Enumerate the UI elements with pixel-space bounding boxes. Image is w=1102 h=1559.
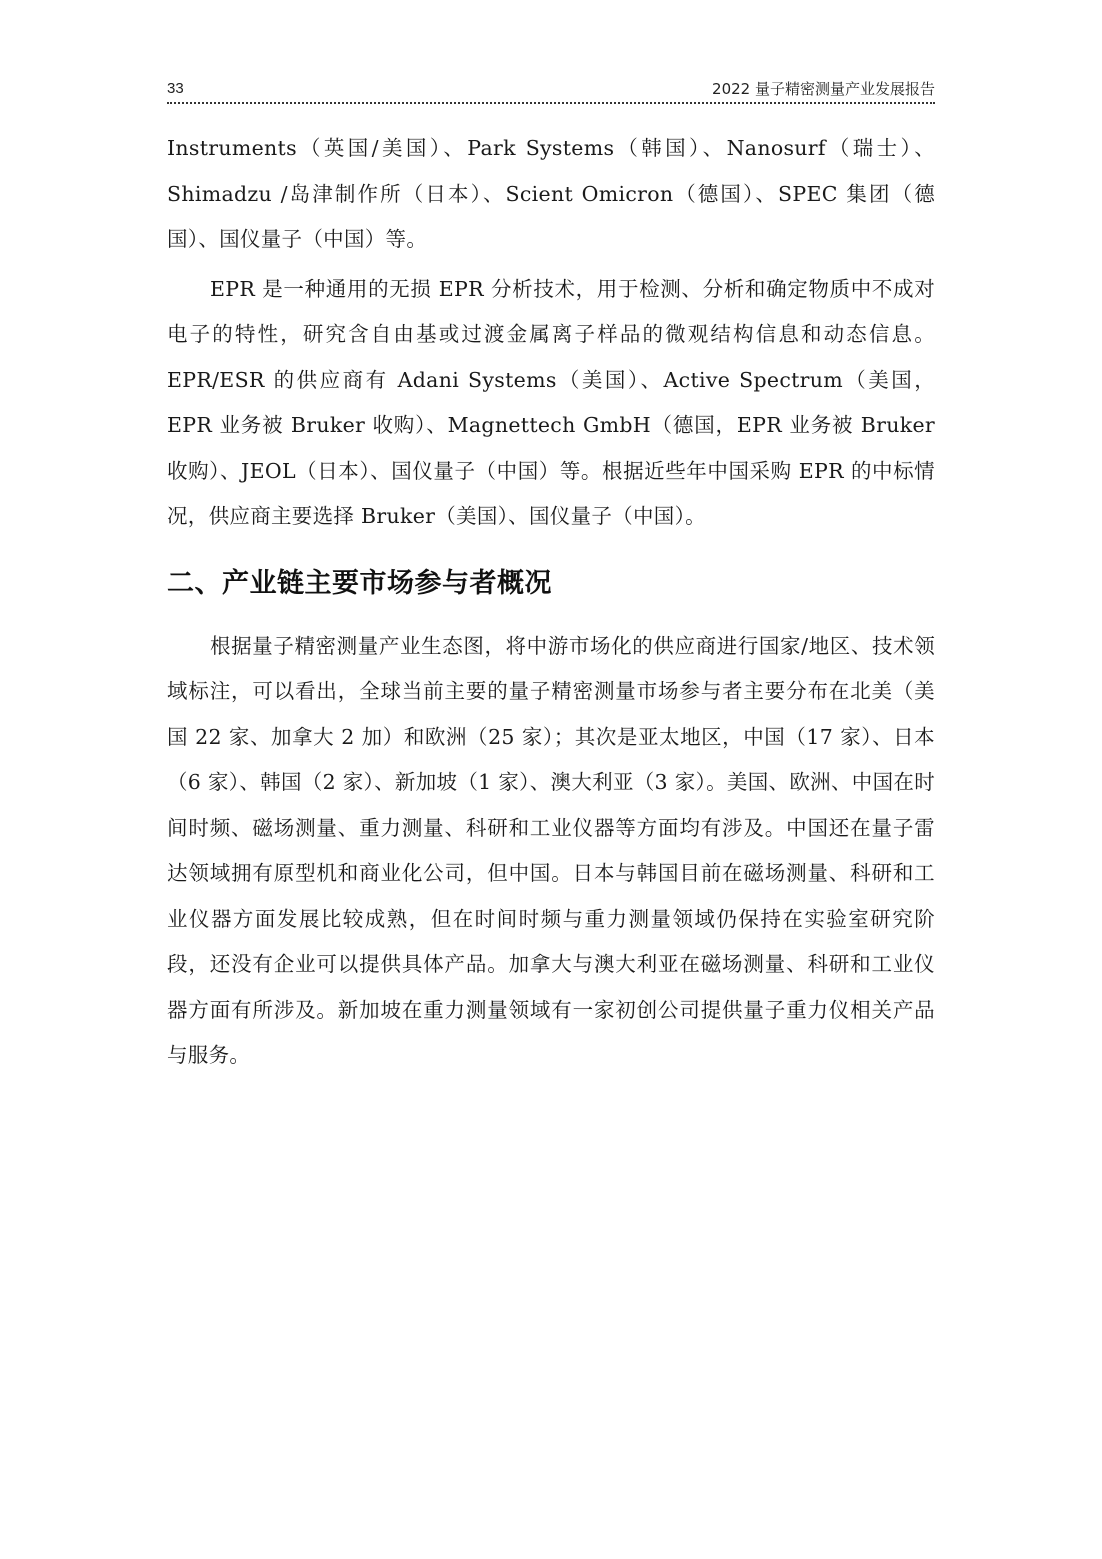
page-header: [167, 78, 935, 104]
page-number: 33: [167, 80, 184, 97]
section-heading: 二、产业链主要市场参与者概况: [167, 567, 552, 599]
paragraph-epr: EPR 是一种通用的无损 EPR 分析技术，用于检测、分析和确定物质中不成对电子的特性，研究含自由基或过渡金属离子样品的微观结构信息和动态信息。EPR/ESR 的供应商有 Adani Systems（美国）、Active Spectrum（美国，EPR 业务被 Bruker 收购）、Magnettech GmbH（德国，EPR 业务被 Bruker 收购）、JEOL（日本）、国仪量子（中国）等。根据近些年中国采购 EPR 的中标情况，供应商主要选择 Bruker（美国）、国仪量子（中国）。: [167, 276, 935, 528]
running-title: 2022 量子精密测量产业发展报告: [712, 80, 935, 98]
paragraph-market-participants: 根据量子精密测量产业生态图，将中游市场化的供应商进行国家/地区、技术领域标注，可以看出，全球当前主要的量子精密测量市场参与者主要分布在北美（美国 22 家、加拿大 2 加）和欧洲（25 家）；其次是亚太地区，中国（17 家）、日本（6 家）、韩国（2 家）、新加坡（1 家）、澳大利亚（3 家）。美国、欧洲、中国在时间时频、磁场测量、重力测量、科研和工业仪器等方面均有涉及。中国还在量子雷达领域拥有原型机和商业化公司，但中国。日本与韩国目前在磁场测量、科研和工业仪器方面发展比较成熟，但在时间时频与重力测量领域仍保持在实验室研究阶段，还没有企业可以提供具体产品。加拿大与澳大利亚在磁场测量、科研和工业仪器方面有所涉及。新加坡在重力测量领域有一家初创公司提供量子重力仪相关产品与服务。: [167, 633, 935, 1067]
paragraph-suppliers-continued: Instruments（英国/美国）、Park Systems（韩国）、Nanosurf（瑞士）、Shimadzu /岛津制作所（日本）、Scient Omicron（德国）、SPEC 集团（德国）、国仪量子（中国）等。: [167, 136, 935, 251]
page-body: [167, 126, 935, 1083]
